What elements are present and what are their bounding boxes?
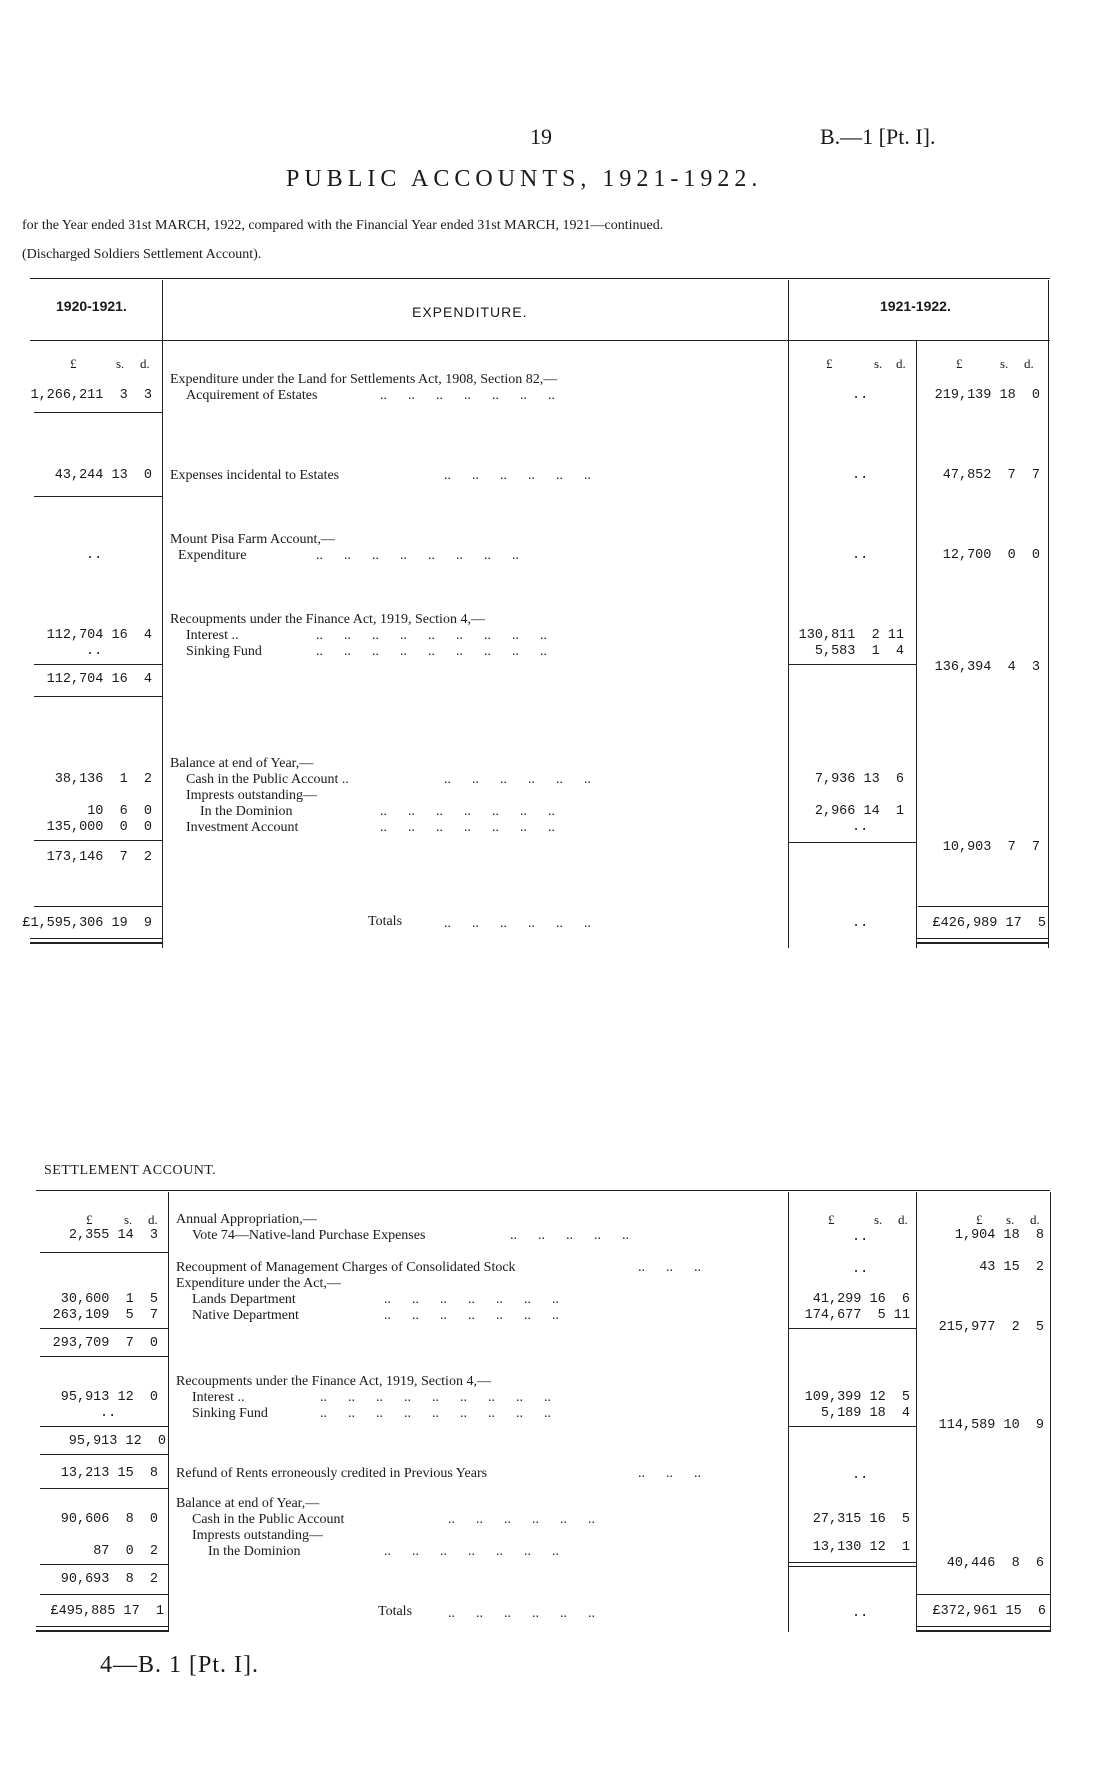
row-description: Expenditure under the Act,— [176,1276,341,1291]
amount-subtotal: 174,677 5 11 [804,1308,910,1323]
currency-pound: £ [826,356,833,371]
row-sub-description: Imprests outstanding— [192,1528,324,1543]
amount-1920-1921: 90,606 8 0 [60,1512,158,1527]
row-sub-description: Imprests outstanding— [186,788,318,803]
totals-subtotal: .. [852,916,869,931]
amount-1920-1921: 1,266,211 3 3 [30,388,152,403]
amount-1920-1921: 38,136 1 2 [54,772,152,787]
amount-1921-1922: 114,589 10 9 [938,1418,1044,1433]
amount-subtotal: 130,811 2 11 [798,628,904,643]
row-description: Recoupments under the Finance Act, 1919, Section 4,— [176,1374,491,1389]
row-sub-description: Interest .. [192,1390,245,1405]
amount-1920-1921: 87 0 2 [93,1544,158,1559]
currency-pound: £ [828,1212,835,1227]
totals-subtotal: .. [852,1606,869,1621]
row-sub-description: Native Department [192,1308,299,1323]
amount-1920-1921: 95,913 12 0 [60,1390,158,1405]
currency-pound: £ [86,1212,93,1227]
column-header-1921-1922: 1921-1922. [880,298,951,314]
row-description: Expenditure under the Land for Settlements Act, 1908, Section 82,— [170,372,558,387]
currency-shilling: s. [874,1212,883,1227]
totals-label: Totals [378,1604,413,1619]
page-number: 19 [530,124,552,149]
amount-1920-1921: 263,109 5 7 [52,1308,158,1323]
currency-pence: d. [1024,356,1034,371]
amount-subtotal: 109,399 12 5 [804,1390,910,1405]
row-sub-description: Lands Department [192,1292,296,1307]
row-sub-description: In the Dominion [200,804,293,819]
row-sub-description: Vote 74—Native-land Purchase Expenses [192,1228,426,1243]
amount-1921-1922: 12,700 0 0 [942,548,1040,563]
amount-1920-1921: .. [100,1406,117,1421]
amount-subtotal: 2,966 14 1 [814,804,904,819]
account-name: (Discharged Soldiers Settlement Account). [22,247,262,262]
amount-subtotal: 7,936 13 6 [814,772,904,787]
currency-pound: £ [976,1212,983,1227]
row-description: Expenses incidental to Estates [170,468,340,483]
amount-1920-1921: 43,244 13 0 [54,468,152,483]
amount-subtotal: 5,583 1 4 [814,644,904,659]
row-sub-description: Sinking Fund [192,1406,268,1421]
amount-1921-1922: 40,446 8 6 [946,1556,1044,1571]
amount-1921-1922: 219,139 18 0 [934,388,1040,403]
amount-1920-1921-total: 95,913 12 0 [68,1434,166,1449]
row-sub-description: Cash in the Public Account [192,1512,345,1527]
currency-shilling: s. [1000,356,1009,371]
amount-subtotal: .. [852,548,869,563]
amount-1920-1921: .. [86,548,103,563]
totals-1921-1922: £426,989 17 5 [932,916,1046,931]
currency-pound: £ [956,356,963,371]
amount-1920-1921: 10 6 0 [87,804,152,819]
row-sub-description: Acquirement of Estates [186,388,318,403]
amount-subtotal: .. [852,1468,869,1483]
amount-1920-1921: 112,704 16 4 [46,628,152,643]
amount-1921-1922: 136,394 4 3 [934,660,1040,675]
amount-1921-1922: 10,903 7 7 [942,840,1040,855]
row-sub-description: In the Dominion [208,1544,301,1559]
amount-subtotal: .. [852,820,869,835]
amount-1921-1922: 47,852 7 7 [942,468,1040,483]
totals-1921-1922: £372,961 15 6 [932,1604,1046,1619]
amount-subtotal: .. [852,388,869,403]
row-description: Refund of Rents erroneously credited in Previous Years [176,1466,488,1481]
amount-1921-1922: 43 15 2 [979,1260,1044,1275]
amount-1920-1921-total: 293,709 7 0 [52,1336,158,1351]
amount-1920-1921: 2,355 14 3 [68,1228,158,1243]
column-header-1920-1921: 1920-1921. [56,298,127,314]
row-sub-description: Sinking Fund [186,644,262,659]
amount-subtotal: .. [852,1230,869,1245]
row-sub-description: Expenditure [178,548,247,563]
totals-1920-1921: £495,885 17 1 [50,1604,164,1619]
page-reference: B.—1 [Pt. I]. [820,124,936,149]
amount-1920-1921: 13,213 15 8 [60,1466,158,1481]
amount-1920-1921-total: 173,146 7 2 [46,850,152,865]
currency-shilling: s. [1006,1212,1015,1227]
amount-subtotal: 13,130 12 1 [812,1540,910,1555]
amount-1921-1922: 1,904 18 8 [954,1228,1044,1243]
currency-shilling: s. [874,356,883,371]
totals-label: Totals [368,914,403,929]
row-sub-description: Interest .. [186,628,239,643]
section-title: SETTLEMENT ACCOUNT. [44,1163,217,1178]
amount-1921-1922: 215,977 2 5 [938,1320,1044,1335]
row-description: Recoupment of Management Charges of Consolidated Stock [176,1260,516,1275]
column-header-expenditure: EXPENDITURE. [412,304,528,320]
row-description: Annual Appropriation,— [176,1212,317,1227]
amount-1920-1921: 30,600 1 5 [60,1292,158,1307]
page-subtitle: for the Year ended 31st MARCH, 1922, compared with the Financial Year ended 31st MARCH, 1921—continued. [22,218,664,233]
currency-pence: d. [148,1212,158,1227]
footer-reference: 4—B. 1 [Pt. I]. [100,1652,259,1678]
row-sub-description: Cash in the Public Account .. [186,772,349,787]
currency-pound: £ [70,356,77,371]
amount-subtotal: 5,189 18 4 [820,1406,910,1421]
amount-subtotal: .. [852,1262,869,1277]
currency-shilling: s. [124,1212,133,1227]
amount-1920-1921-total: 90,693 8 2 [60,1572,158,1587]
row-description: Balance at end of Year,— [170,756,314,771]
row-description: Recoupments under the Finance Act, 1919, Section 4,— [170,612,485,627]
amount-1920-1921-total: 112,704 16 4 [46,672,152,687]
amount-1920-1921: 135,000 0 0 [46,820,152,835]
amount-subtotal: 27,315 16 5 [812,1512,910,1527]
currency-pence: d. [1030,1212,1040,1227]
amount-subtotal: 41,299 16 6 [812,1292,910,1307]
totals-1920-1921: £1,595,306 19 9 [22,916,152,931]
row-description: Mount Pisa Farm Account,— [170,532,335,547]
currency-pence: d. [896,356,906,371]
row-sub-description: Investment Account [186,820,299,835]
amount-1920-1921: .. [86,644,103,659]
currency-pence: d. [898,1212,908,1227]
currency-pence: d. [140,356,150,371]
amount-subtotal: .. [852,468,869,483]
page-title: PUBLIC ACCOUNTS, 1921-1922. [286,166,763,192]
currency-shilling: s. [116,356,125,371]
row-description: Balance at end of Year,— [176,1496,320,1511]
